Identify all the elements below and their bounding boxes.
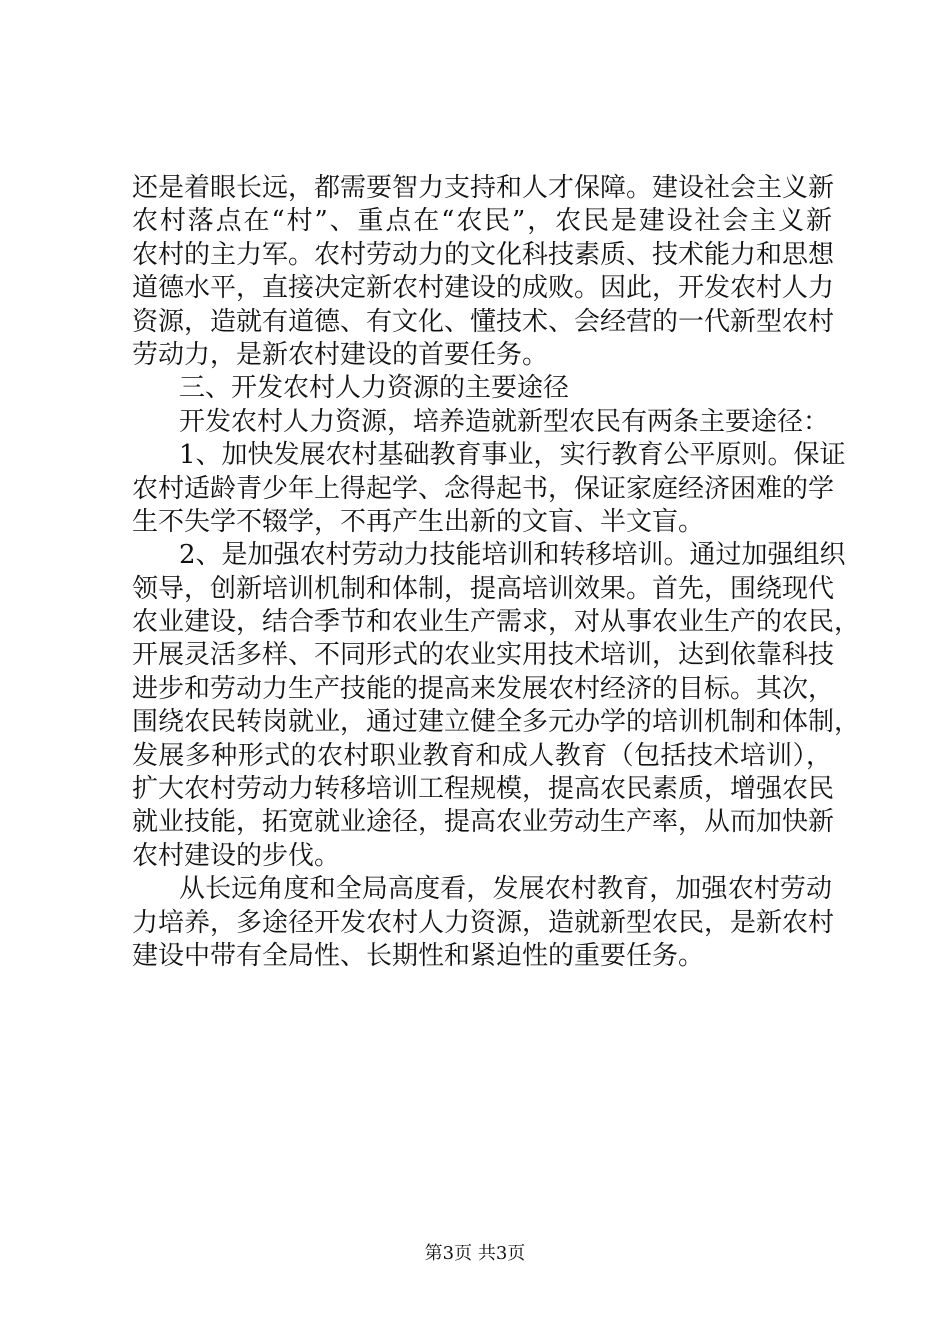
paragraph-line: 农村的主力军。农村劳动力的文化科技素质、技术能力和思想 <box>132 239 835 270</box>
list-item-2-line: 领导，创新培训机制和体制，提高培训效果。首先，围绕现代 <box>132 573 835 604</box>
list-item-1-line: 生不失学不辍学，不再产生出新的文盲、半文盲。 <box>132 506 705 537</box>
list-item-2-line: 开展灵活多样、不同形式的农业实用技术培训，达到依靠科技 <box>132 640 835 671</box>
document-body <box>132 172 861 973</box>
list-item-2-line: 2、是加强农村劳动力技能培训和转移培训。通过加强组织 <box>179 540 846 571</box>
list-item-2-line: 农业建设，结合季节和农业生产需求，对从事农业生产的农民， <box>132 607 861 638</box>
conclusion-line: 建设中带有全局性、长期性和紧迫性的重要任务。 <box>132 940 705 971</box>
list-item-2-line: 就业技能，拓宽就业途径，提高农业劳动生产率，从而加快新 <box>132 807 835 838</box>
paragraph-line: 还是着眼长远，都需要智力支持和人才保障。建设社会主义新 <box>132 173 835 203</box>
list-item-1-line: 农村适龄青少年上得起学、念得起书，保证家庭经济困难的学 <box>132 473 835 504</box>
list-item-2-line: 发展多种形式的农村职业教育和成人教育（包括技术培训）， <box>132 740 832 771</box>
conclusion-line: 从长远角度和全局高度看，发展农村教育，加强农村劳动 <box>179 874 832 905</box>
paragraph-line: 开发农村人力资源，培养造就新型农民有两条主要途径： <box>179 406 830 437</box>
list-item-2-line: 围绕农民转岗就业，通过建立健全多元办学的培训机制和体制， <box>132 707 861 738</box>
paragraph-line: 道德水平，直接决定新农村建设的成败。因此，开发农村人力 <box>132 273 835 304</box>
list-item-2-line: 进步和劳动力生产技能的提高来发展农村经济的目标。其次， <box>132 673 835 704</box>
section-heading: 三、开发农村人力资源的主要途径 <box>179 373 570 404</box>
page-number-footer: 第3页 共3页 <box>424 1243 526 1264</box>
conclusion-line: 力培养，多途径开发农村人力资源，造就新型农民，是新农村 <box>132 907 835 938</box>
paragraph-line: 资源，造就有道德、有文化、懂技术、会经营的一代新型农村 <box>132 306 835 337</box>
list-item-2-line: 扩大农村劳动力转移培训工程规模，提高农民素质，增强农民 <box>132 774 835 805</box>
list-item-2-line: 农村建设的步伐。 <box>132 840 341 871</box>
paragraph-line: 劳动力，是新农村建设的首要任务。 <box>132 339 549 370</box>
paragraph-line: 农村落点在“村”、重点在“农民”，农民是建设社会主义新 <box>132 206 832 237</box>
list-item-1-line: 1、加快发展农村基础教育事业，实行教育公平原则。保证 <box>179 440 846 471</box>
